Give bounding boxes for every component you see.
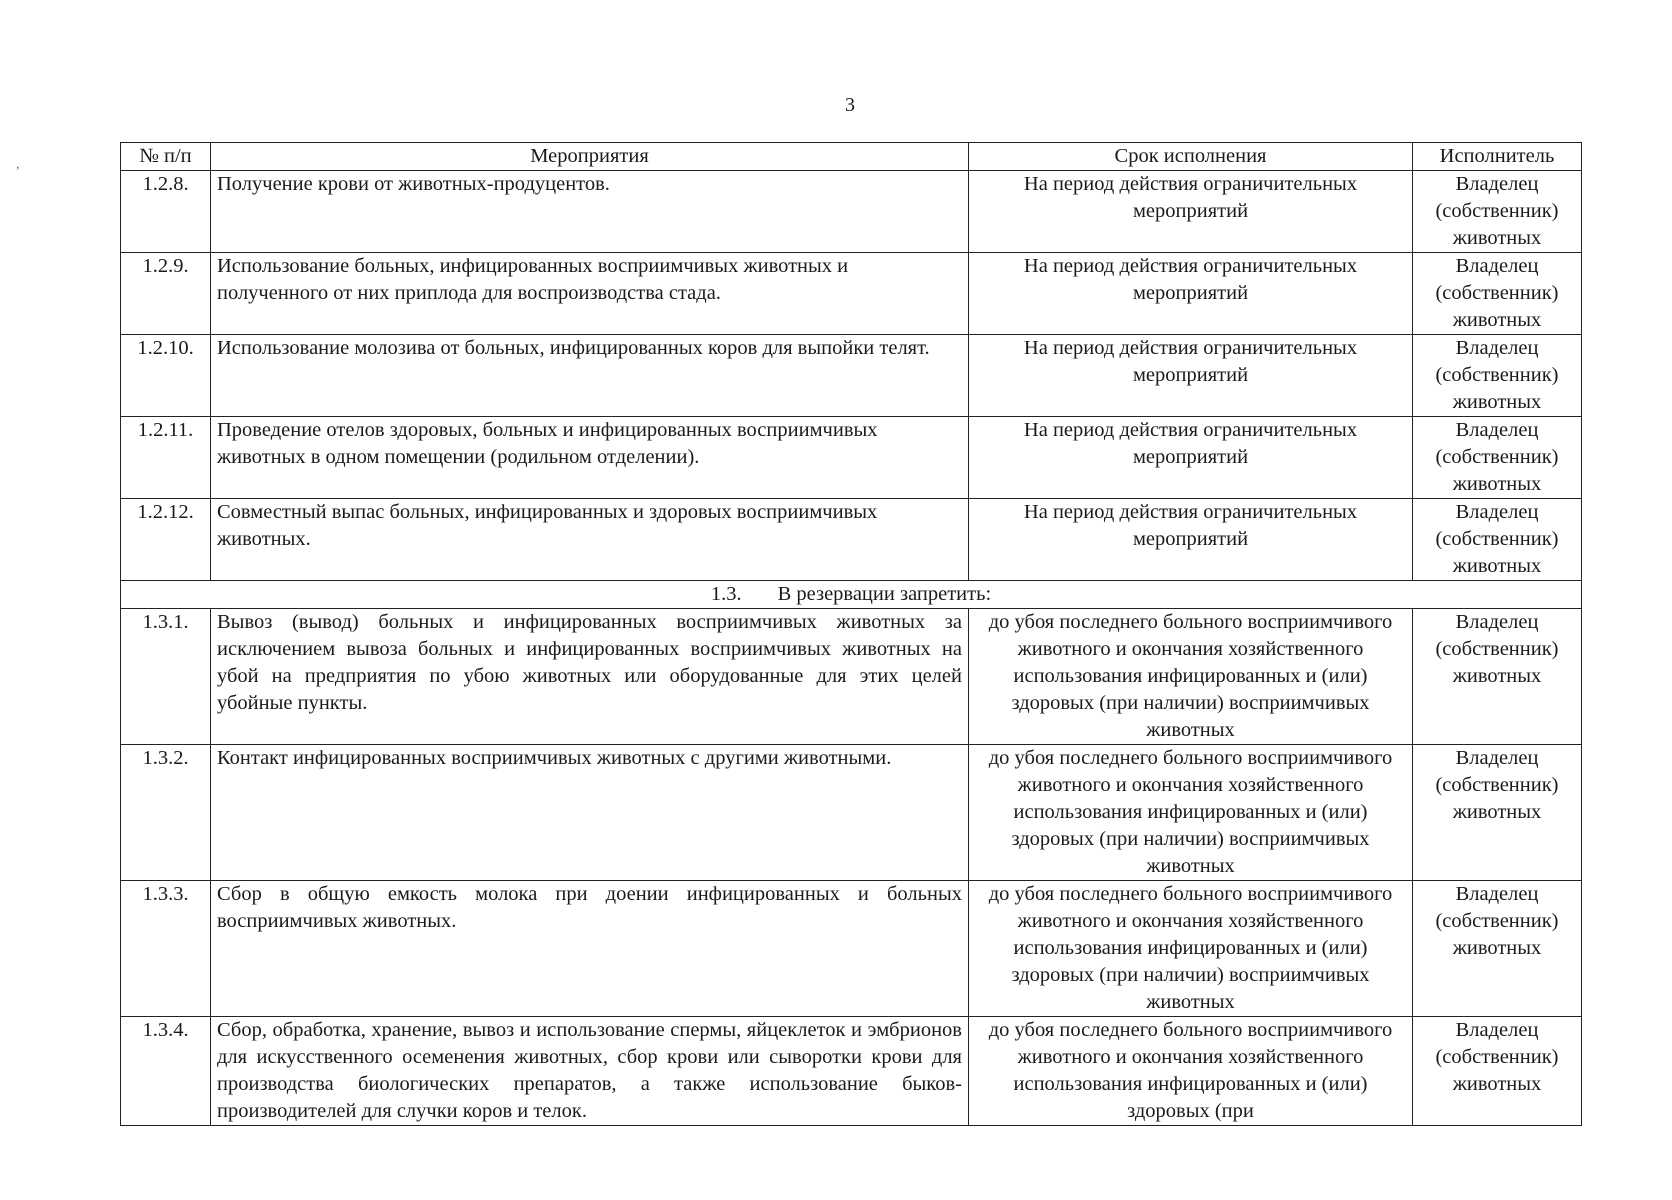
table-row (121, 881, 1582, 1017)
row-executor: Владелец (собственник) животных (1413, 417, 1582, 499)
row-term: На период действия ограничительных мероприятий (969, 499, 1413, 581)
row-number: 1.2.8. (121, 171, 211, 253)
row-action: Совместный выпас больных, инфицированных и здоровых восприимчивых животных. (211, 499, 969, 581)
row-term: до убоя последнего больного восприимчивого животного и окончания хозяйственного использования инфицированных и (или) здоровых (при наличии) восприимчивых животных (969, 745, 1413, 881)
row-action: Использование больных, инфицированных восприимчивых животных и полученного от них приплода для воспроизводства стада. (211, 253, 969, 335)
table-row (121, 745, 1582, 881)
row-executor: Владелец (собственник) животных (1413, 881, 1582, 1017)
margin-mark: , (16, 157, 20, 172)
section-number: 1.3. (710, 583, 742, 605)
table-header-row (121, 143, 1582, 171)
section-heading (121, 581, 1582, 609)
header-executor: Исполнитель (1413, 143, 1582, 171)
measures-table (120, 142, 1582, 1126)
row-action: Проведение отелов здоровых, больных и инфицированных восприимчивых животных в одном помещении (родильном отделении). (211, 417, 969, 499)
row-executor: Владелец (собственник) животных (1413, 745, 1582, 881)
row-term: до убоя последнего больного восприимчивого животного и окончания хозяйственного использования инфицированных и (или) здоровых (при (969, 1017, 1413, 1126)
row-number: 1.2.11. (121, 417, 211, 499)
header-measures: Мероприятия (211, 143, 969, 171)
section-row (121, 581, 1582, 609)
row-term: до убоя последнего больного восприимчивого животного и окончания хозяйственного использования инфицированных и (или) здоровых (при наличии) восприимчивых животных (969, 609, 1413, 745)
row-executor: Владелец (собственник) животных (1413, 253, 1582, 335)
table-row (121, 335, 1582, 417)
row-action: Сбор, обработка, хранение, вывоз и использование спермы, яйцеклеток и эмбрионов для искусственного осеменения животных, сбор крови или сыворотки крови для производства биологических препаратов, а также использование быков-производителей для случки коров и телок. (211, 1017, 969, 1126)
row-action: Контакт инфицированных восприимчивых животных с другими животными. (211, 745, 969, 881)
table-row (121, 171, 1582, 253)
row-term: На период действия ограничительных мероприятий (969, 335, 1413, 417)
row-number: 1.2.12. (121, 499, 211, 581)
header-term: Срок исполнения (969, 143, 1413, 171)
table-row (121, 609, 1582, 745)
table-row (121, 499, 1582, 581)
row-number: 1.2.9. (121, 253, 211, 335)
row-action: Вывоз (вывод) больных и инфицированных восприимчивых животных за исключением вывоза больных и инфицированных восприимчивых животных на убой на предприятия по убою животных или оборудованные для этих целей убойные пункты. (211, 609, 969, 745)
row-executor: Владелец (собственник) животных (1413, 171, 1582, 253)
row-executor: Владелец (собственник) животных (1413, 499, 1582, 581)
row-number: 1.2.10. (121, 335, 211, 417)
row-action: Использование молозива от больных, инфицированных коров для выпойки телят. (211, 335, 969, 417)
row-action: Сбор в общую емкость молока при доении инфицированных и больных восприимчивых животных. (211, 881, 969, 1017)
section-title: В резервации запретить: (777, 583, 992, 605)
row-action: Получение крови от животных-продуцентов. (211, 171, 969, 253)
row-executor: Владелец (собственник) животных (1413, 609, 1582, 745)
page-number: 3 (845, 94, 855, 116)
row-term: На период действия ограничительных мероприятий (969, 171, 1413, 253)
table-row (121, 253, 1582, 335)
row-term: до убоя последнего больного восприимчивого животного и окончания хозяйственного использования инфицированных и (или) здоровых (при наличии) восприимчивых животных (969, 881, 1413, 1017)
row-number: 1.3.2. (121, 745, 211, 881)
table-row (121, 417, 1582, 499)
table-row (121, 1017, 1582, 1126)
row-executor: Владелец (собственник) животных (1413, 335, 1582, 417)
row-number: 1.3.3. (121, 881, 211, 1017)
row-executor: Владелец (собственник) животных (1413, 1017, 1582, 1126)
row-term: На период действия ограничительных мероприятий (969, 417, 1413, 499)
row-number: 1.3.4. (121, 1017, 211, 1126)
row-number: 1.3.1. (121, 609, 211, 745)
row-term: На период действия ограничительных мероприятий (969, 253, 1413, 335)
header-number: № п/п (121, 143, 211, 171)
